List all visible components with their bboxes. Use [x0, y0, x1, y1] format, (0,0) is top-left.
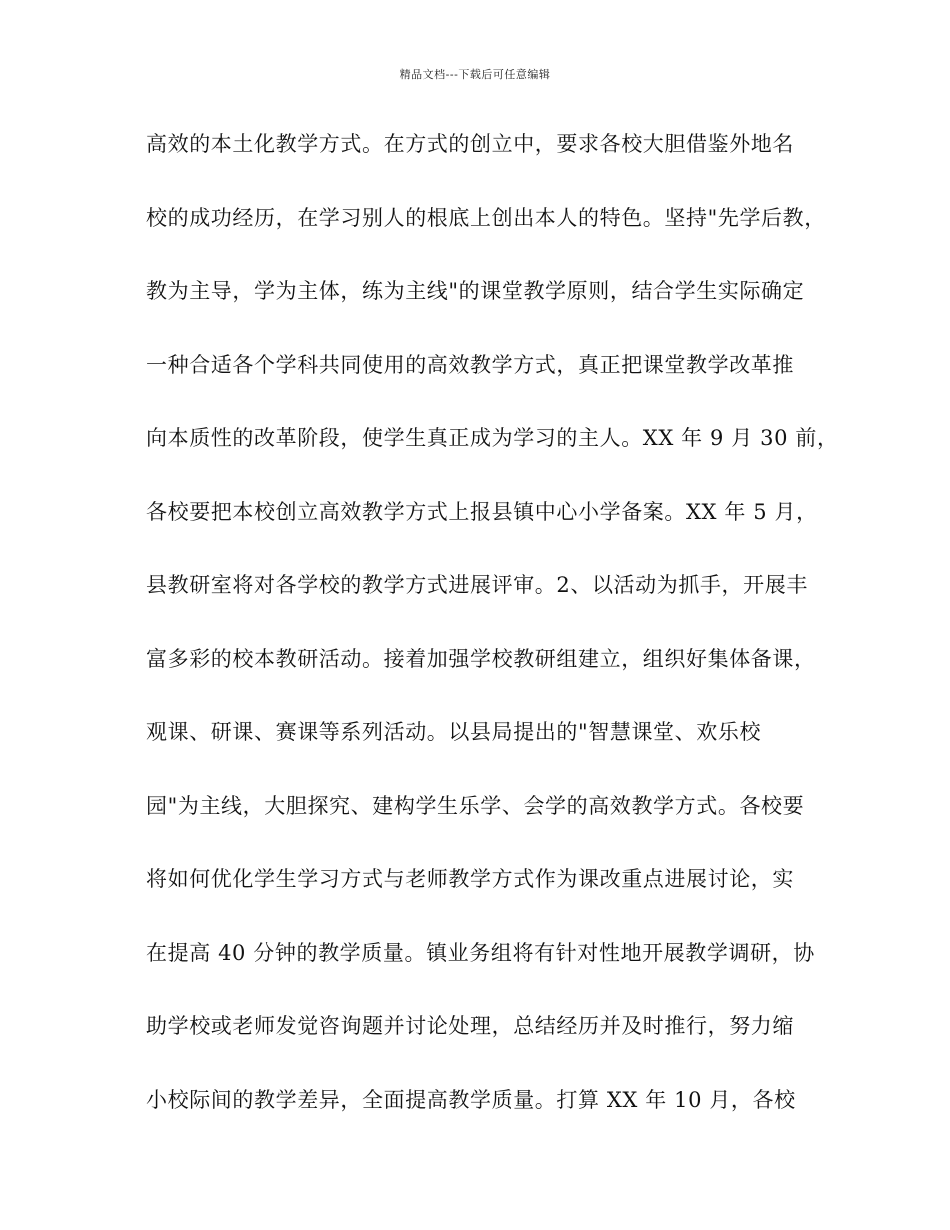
text-line: 观课、研课、赛课等系列活动。以县局提出的"智慧课堂、欢乐校	[146, 720, 762, 744]
text-line: 在提高 40 分钟的教学质量。镇业务组将有针对性地开展教学调研，协	[146, 940, 815, 965]
text-line: 助学校或老师发觉咨询题并讨论处理，总结经历并及时推行，努力缩	[146, 1014, 794, 1038]
text-line: 各校要把本校创立高效教学方式上报县镇中心小学备案。XX 年 5 月，	[146, 499, 818, 524]
text-line: 园"为主线，大胆探究、建构学生乐学、会学的高效教学方式。各校要	[146, 793, 805, 818]
page-header: 精品文档---下载后可任意编辑	[399, 68, 551, 81]
text-line: 小校际间的教学差异，全面提高教学质量。打算 XX 年 10 月，各校	[146, 1087, 796, 1112]
text-line: 富多彩的校本教研活动。接着加强学校教研组建立，组织好集体备课，	[146, 646, 816, 671]
text-line: 教为主导，学为主体，练为主线"的课堂教学原则，结合学生实际确定	[146, 279, 805, 303]
text-line: 高效的本土化教学方式。在方式的创立中，要求各校大胆借鉴外地名	[146, 132, 794, 156]
text-line: 一种合适各个学科共同使用的高效教学方式，真正把课堂教学改革推	[146, 352, 794, 377]
text-line: 将如何优化学生学习方式与老师教学方式作为课改重点进展讨论，实	[146, 867, 794, 891]
text-line: 校的成功经历，在学习别人的根底上创出本人的特色。坚持"先学后教，	[146, 205, 826, 230]
text-line: 县教研室将对各学校的教学方式进展评审。2、以活动为抓手，开展丰	[146, 573, 808, 597]
body-text	[146, 126, 839, 1155]
text-line: 向本质性的改革阶段，使学生真正成为学习的主人。XX 年 9 月 30 前，	[146, 426, 839, 450]
